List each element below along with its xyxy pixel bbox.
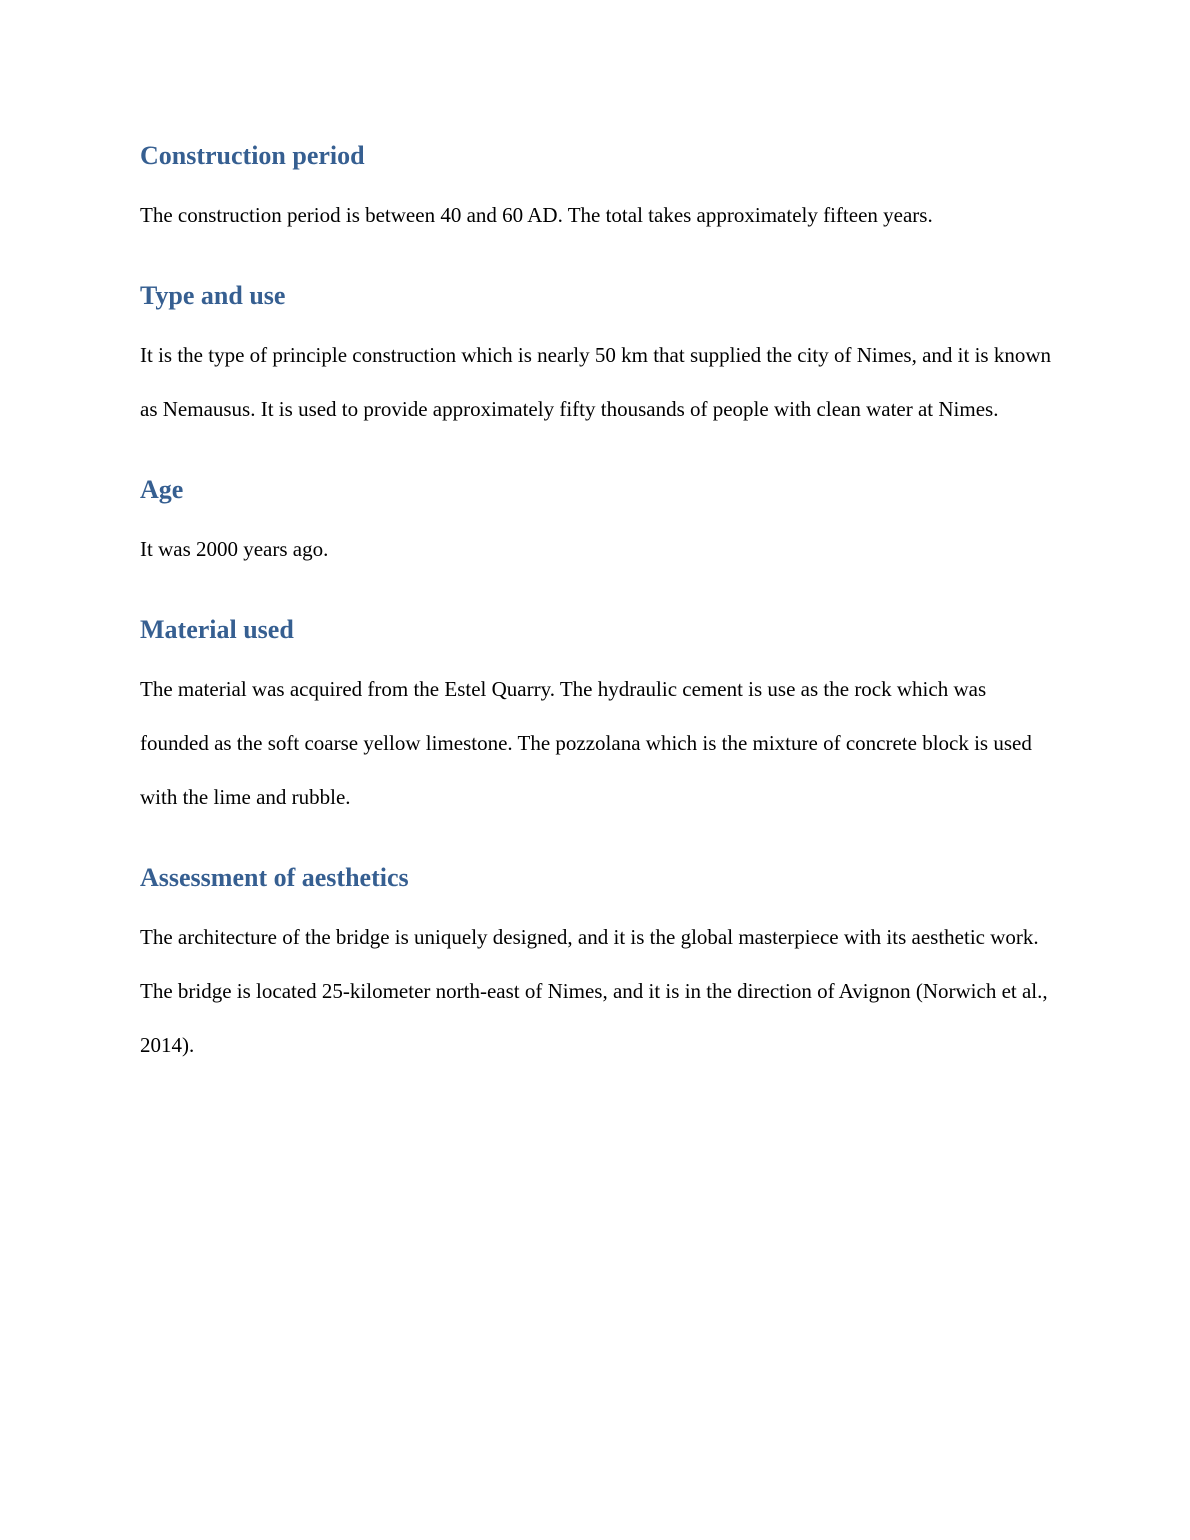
section-paragraph: The material was acquired from the Estel Quarry. The hydraulic cement is use as the rock which was founded as the soft coarse yellow limestone. The pozzolana which is the mixture of concrete block is used with the lime and rubble. (140, 677, 1032, 809)
section-paragraph: It is the type of principle construction which is nearly 50 km that supplied the city of Nimes, and it is known as Nemausus. It is used to provide approximately fifty thousands of people with clean water at Nimes. (140, 343, 1051, 421)
section-type-and-use (140, 278, 1055, 436)
section-material-used (140, 612, 1055, 824)
section-heading: Construction period (140, 141, 365, 170)
section-construction-period (140, 138, 1055, 242)
section-heading: Age (140, 475, 184, 504)
section-heading: Type and use (140, 281, 286, 310)
section-paragraph: The construction period is between 40 and 60 AD. The total takes approximately fifteen years. (140, 203, 933, 227)
section-paragraph: The architecture of the bridge is uniquely designed, and it is the global masterpiece with its aesthetic work. The bridge is located 25-kilometer north-east of Nimes, and it is in the direction of Avignon (Norwich et al., 2014). (140, 925, 1048, 1057)
section-heading: Assessment of aesthetics (140, 863, 409, 892)
section-age (140, 472, 1055, 576)
section-paragraph: It was 2000 years ago. (140, 537, 329, 561)
document-content (140, 138, 1055, 1108)
section-heading: Material used (140, 615, 294, 644)
section-assessment-of-aesthetics (140, 860, 1055, 1072)
